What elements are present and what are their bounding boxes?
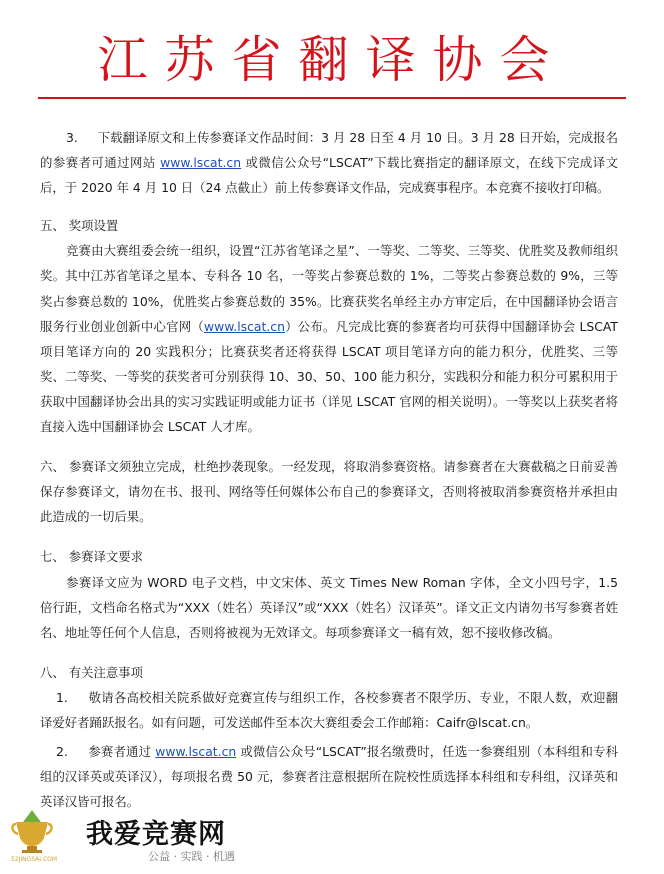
section-3-number: 3. bbox=[66, 130, 78, 145]
section-3-text-a: 下载翻译原文和上传参赛译文作品时间：3 月 28 日至 4 月 10 日。3 月 28 日开始，完成报名的参赛者可通过网站 bbox=[40, 130, 618, 171]
section-3-text-b: 或微信公众号“LSCAT”下载比赛指定的翻译原文，在线下完成译文后，于 2020 年 4 月 10 日（24 点截止）前上传参赛译文作品，完成赛事程序。本竞赛不接收打印稿。 bbox=[40, 155, 618, 196]
item-2-number: 2. bbox=[56, 744, 68, 760]
watermark-brand: 我爱竞赛网 bbox=[86, 819, 226, 850]
section-5-text-b: ）公布。凡完成比赛的参赛者均可获得中国翻译协会 LSCAT 项目笔译方向的 20 实践积分；比赛获奖者还将获得 LSCAT 项目笔译方向的能力积分，优胜奖、三等奖、二等奖、一等奖的获奖者可分别获得 10、30、50、100 能力积分，实践积分和能力积分可累积用于获取中国翻译协会出具的实习实践证明或能力证书（详见 LSCAT 官网的相关说明）。一等奖以上获奖者将直接入选中国翻译协会 LSCAT 人才库。 bbox=[40, 318, 618, 435]
section-7-paragraph: 参赛译文应为 WORD 电子文档，中文宋体、英文 Times New Roman 字体，全文小四号字，1.5 倍行距，文档命名格式为“XXX（姓名）英译汉”或“XXX（姓名）汉译英”。译文正文内请勿书写参赛者姓名、地址等任何个人信息，否则将被视为无效译文。每项参赛译文一稿有效，恕不接收修改稿。 bbox=[40, 574, 618, 640]
section-8-heading: 八、 有关注意事项 bbox=[40, 664, 144, 680]
item-2-text-b: 或微信公众号“LSCAT”报名缴费时，任选一参赛组别（本科组和专科组的汉译英或英译汉），每项报名费 50 元，参赛者注意根据所在院校性质选择本科组和专科组，汉译英和英译汉皆可报名。 bbox=[40, 744, 618, 810]
section-8-item-2 bbox=[40, 739, 618, 814]
lscat-link-3[interactable]: www.lscat.cn bbox=[155, 744, 237, 760]
watermark-slogan: 公益 · 实践 · 机遇 bbox=[148, 850, 235, 863]
lscat-link-1[interactable]: www.lscat.cn bbox=[160, 155, 242, 171]
section-5-heading: 五、 奖项设置 bbox=[40, 218, 119, 234]
header-divider bbox=[38, 97, 626, 99]
trophy-logo-icon bbox=[10, 808, 54, 854]
item-2-text-a: 参赛者通过 bbox=[88, 744, 156, 760]
section-8-item-1 bbox=[40, 685, 618, 735]
section-3-paragraph bbox=[40, 125, 618, 200]
section-5-paragraph bbox=[40, 238, 618, 439]
section-5-text-a: 竞赛由大赛组委会统一组织，设置“江苏省笔译之星”、一等奖、二等奖、三等奖、优胜奖及教师组织奖。其中江苏省笔译之星本、专科各 10 名，一等奖占参赛总数的 1%，二等奖占参赛总数的 9%，三等奖占参赛总数的 10%，优胜奖占参赛总数的 35%。比赛获奖名单经主办方审定后，在中国翻译协会语言服务行业创业创新中心官网（ bbox=[40, 243, 618, 334]
lscat-link-2[interactable]: www.lscat.cn bbox=[204, 318, 285, 334]
logo-domain-text: 52JINGSAI.COM bbox=[10, 856, 58, 863]
section-6-paragraph: 六、 参赛译文须独立完成，杜绝抄袭现象。一经发现，将取消参赛资格。请参赛者在大赛截稿之日前妥善保存参赛译文，请勿在书、报刊、网络等任何媒体公布自己的参赛译文，否则将被取消参赛资格并承担由此造成的一切后果。 bbox=[40, 459, 618, 525]
document-body bbox=[40, 125, 618, 814]
association-title: 江苏省翻译协会 bbox=[97, 31, 567, 89]
section-7-heading: 七、 参赛译文要求 bbox=[40, 549, 144, 565]
item-1-number: 1. bbox=[56, 689, 68, 705]
item-1-text: 敬请各高校相关院系做好竞赛宣传与组织工作，各校参赛者不限学历、专业，不限人数，欢迎翻译爱好者踊跃报名。如有问题，可发送邮件至本次大赛组委会工作邮箱：Caifr@lscat.cn。 bbox=[40, 689, 618, 730]
